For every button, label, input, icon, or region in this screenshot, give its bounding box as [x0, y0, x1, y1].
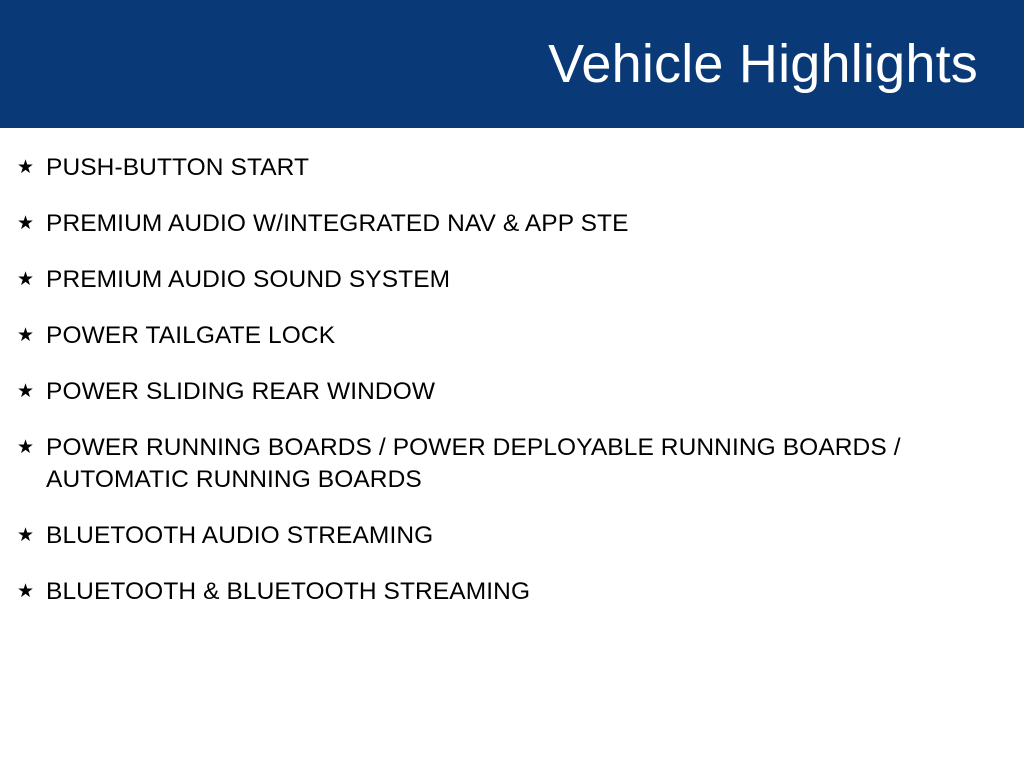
list-item [14, 520, 1004, 552]
list-item-label: BLUETOOTH AUDIO STREAMING [46, 522, 434, 549]
star-bullet-icon: ★ [17, 157, 35, 178]
highlights-list [0, 128, 1024, 632]
star-bullet-icon: ★ [17, 269, 35, 290]
star-bullet-icon: ★ [17, 437, 35, 458]
star-bullet-icon: ★ [17, 325, 35, 346]
page-title: Vehicle Highlights [548, 33, 978, 94]
list-item [14, 432, 1004, 496]
list-item-label: BLUETOOTH & BLUETOOTH STREAMING [46, 578, 531, 605]
list-item [14, 208, 1004, 240]
list-item [14, 576, 1004, 608]
list-item [14, 376, 1004, 408]
slide-header [0, 0, 1024, 128]
list-item-label: POWER SLIDING REAR WINDOW [46, 378, 436, 405]
list-item-label: PUSH-BUTTON START [46, 154, 310, 181]
star-bullet-icon: ★ [17, 213, 35, 234]
list-item [14, 152, 1004, 184]
star-bullet-icon: ★ [17, 581, 35, 602]
list-item-label: POWER TAILGATE LOCK [46, 322, 336, 349]
star-bullet-icon: ★ [17, 381, 35, 402]
list-item-label: POWER RUNNING BOARDS / POWER DEPLOYABLE RUNNING BOARDS / AUTOMATIC RUNNING BOARDS [46, 434, 901, 493]
list-item [14, 320, 1004, 352]
star-bullet-icon: ★ [17, 525, 35, 546]
list-item [14, 264, 1004, 296]
list-item-label: PREMIUM AUDIO SOUND SYSTEM [46, 266, 451, 293]
list-item-label: PREMIUM AUDIO W/INTEGRATED NAV & APP STE [46, 210, 629, 237]
